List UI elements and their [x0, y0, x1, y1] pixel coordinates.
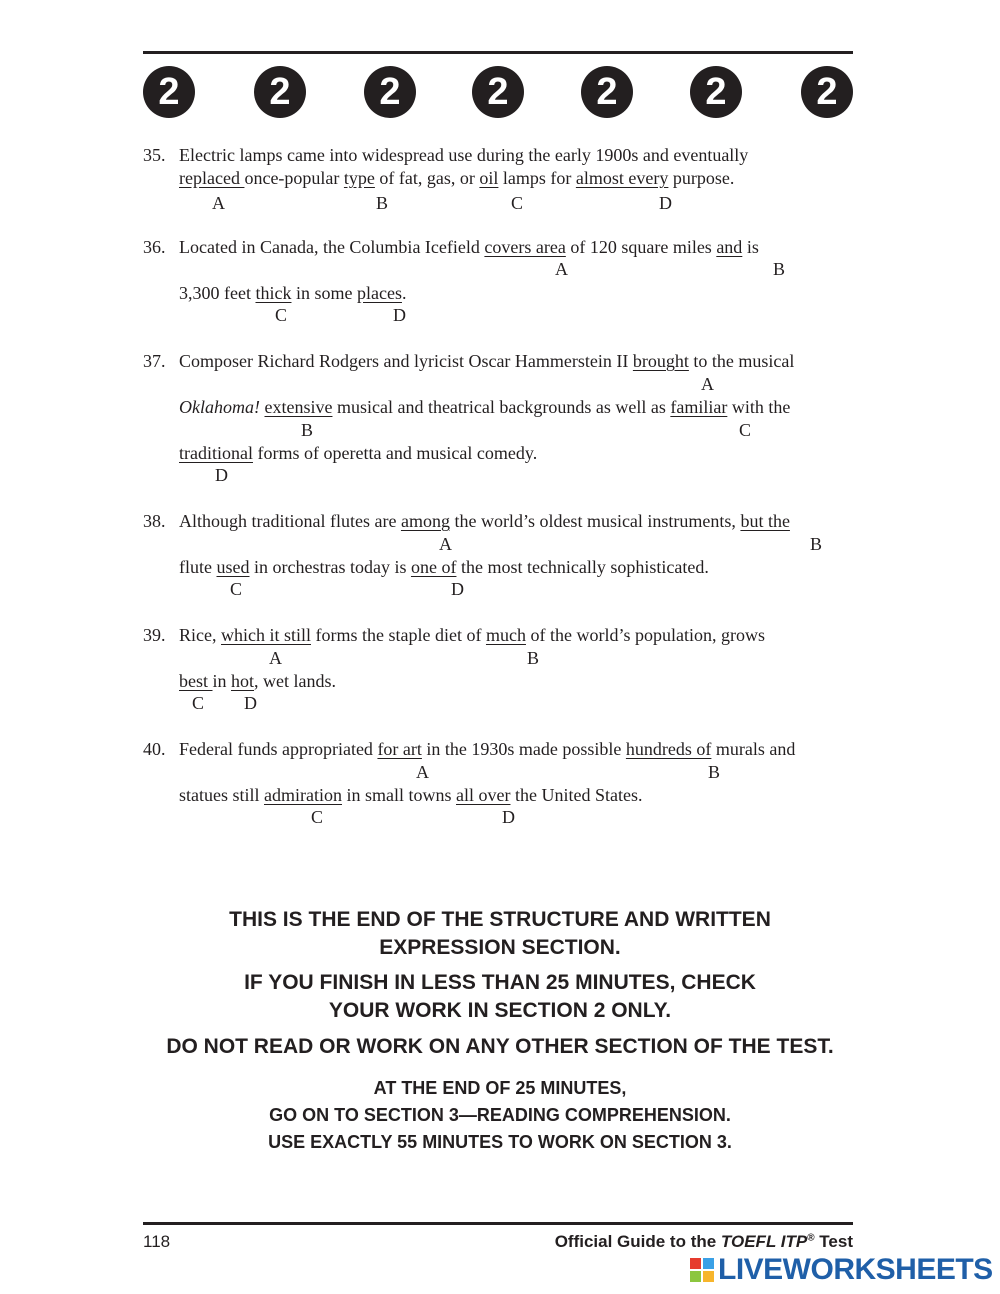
option-letter-b: B — [773, 259, 786, 279]
option-letter-b: B — [376, 193, 389, 213]
footer-title-italic: TOEFL ITP — [720, 1232, 808, 1251]
option-letter-d: D — [502, 807, 515, 827]
section-badge: 2 — [801, 66, 853, 118]
question-text: of fat, gas, or — [374, 168, 480, 188]
underlined-option: brought — [632, 351, 689, 371]
question-text: lamps for — [498, 168, 576, 188]
question-text: forms the staple diet of — [311, 625, 486, 645]
question-text-line — [179, 168, 734, 189]
question-text-line — [179, 557, 709, 578]
underlined-option: used — [216, 557, 250, 577]
liveworksheets-brand[interactable] — [690, 1254, 993, 1286]
question-text: musical and theatrical backgrounds as well as — [332, 397, 671, 417]
section-badge: 2 — [364, 66, 416, 118]
question-text: Located in Canada, the Columbia Icefield — [179, 237, 485, 257]
option-letter-b: B — [527, 648, 540, 668]
option-letter-c: C — [511, 193, 524, 213]
end-notice-line: THIS IS THE END OF THE STRUCTURE AND WRITTEN — [229, 908, 771, 931]
question-number: 40. — [143, 739, 166, 759]
end-notice-line: USE EXACTLY 55 MINUTES TO WORK ON SECTION 3. — [268, 1132, 732, 1152]
question-text-line — [179, 511, 790, 532]
end-notice-line: YOUR WORK IN SECTION 2 ONLY. — [328, 999, 672, 1022]
underlined-option: best — [179, 671, 213, 691]
question-text-line — [179, 785, 642, 806]
question-text: Although traditional flutes are — [179, 511, 401, 531]
option-letter-a: A — [701, 374, 714, 394]
question-number: 35. — [143, 145, 166, 165]
underlined-option: places — [356, 283, 402, 303]
question-text: in small towns — [341, 785, 456, 805]
question-text: statues still — [179, 785, 264, 805]
question-text: Composer Richard Rodgers and lyricist Oscar Hammerstein II — [179, 351, 633, 371]
end-notice-line: DO NOT READ OR WORK ON ANY OTHER SECTION OF THE TEST. — [166, 1035, 834, 1058]
underlined-option: replaced — [179, 168, 245, 188]
question-text-line — [179, 671, 336, 692]
section-badge: 2 — [254, 66, 306, 118]
question-number: 36. — [143, 237, 166, 257]
option-letter-b: B — [810, 534, 823, 554]
question-text: in some — [291, 283, 357, 303]
underlined-option: extensive — [264, 397, 333, 417]
footer-title — [555, 1232, 853, 1252]
page-number: 118 — [143, 1232, 171, 1251]
option-letter-b: B — [301, 420, 314, 440]
underlined-option: almost every — [575, 168, 669, 188]
question-text: . — [401, 283, 407, 303]
question-text: to the musical — [688, 351, 795, 371]
underlined-option: familiar — [670, 397, 728, 417]
underlined-option: type — [343, 168, 375, 188]
option-letter-b: B — [708, 762, 721, 782]
underlined-option: one of — [410, 557, 457, 577]
question-text: murals and — [711, 739, 796, 759]
option-letter-a: A — [555, 259, 568, 279]
option-letter-d: D — [659, 193, 672, 213]
question-text: in — [212, 671, 232, 691]
question-number: 39. — [143, 625, 166, 645]
question-text-line — [179, 283, 406, 304]
option-letter-d: D — [451, 579, 464, 599]
question-text: flute — [179, 557, 217, 577]
underlined-option: hundreds of — [625, 739, 712, 759]
logo-square — [690, 1258, 701, 1269]
option-letter-d: D — [215, 465, 228, 485]
underlined-option: but the — [740, 511, 790, 531]
underlined-option: thick — [255, 283, 292, 303]
brand-name: LIVEWORKSHEETS — [718, 1253, 993, 1286]
option-letter-c: C — [739, 420, 752, 440]
question-number: 37. — [143, 351, 166, 371]
underlined-option: much — [485, 625, 526, 645]
underlined-option: and — [716, 237, 743, 257]
section-badge: 2 — [581, 66, 633, 118]
option-letter-a: A — [439, 534, 452, 554]
end-notice-line: IF YOU FINISH IN LESS THAN 25 MINUTES, CHECK — [244, 971, 756, 994]
section-badge: 2 — [472, 66, 524, 118]
question-text: Electric lamps came into widespread use during the early 1900s and eventually — [179, 145, 749, 165]
underlined-option: which it still — [221, 625, 311, 645]
question-text: with the — [727, 397, 791, 417]
question-text-line — [179, 145, 748, 166]
italic-text: Oklahoma! — [179, 397, 260, 417]
underlined-option: among — [400, 511, 450, 531]
underlined-option: oil — [479, 168, 499, 188]
bottom-rule — [143, 1222, 853, 1225]
liveworksheets-logo-icon — [690, 1258, 714, 1282]
question-text: Rice, — [179, 625, 221, 645]
question-text: of 120 square miles — [565, 237, 717, 257]
underlined-option: covers area — [484, 237, 566, 257]
underlined-option: traditional — [179, 443, 253, 463]
section-badge: 2 — [690, 66, 742, 118]
option-letter-a: A — [212, 193, 225, 213]
question-text: 3,300 feet — [179, 283, 256, 303]
section-badge: 2 — [143, 66, 195, 118]
question-text: forms of operetta and musical comedy. — [252, 443, 538, 463]
underlined-option: hot — [231, 671, 255, 691]
question-text: , wet lands. — [254, 671, 337, 691]
logo-square — [703, 1271, 714, 1282]
footer-title-prefix: Official Guide to the — [554, 1232, 721, 1251]
question-text-line — [179, 237, 759, 258]
question-text: once-popular — [244, 168, 344, 188]
logo-square — [703, 1258, 714, 1269]
option-letter-c: C — [192, 693, 205, 713]
option-letter-d: D — [393, 305, 406, 325]
option-letter-a: A — [269, 648, 282, 668]
question-text: the most technically sophisticated. — [456, 557, 709, 577]
question-text: the United States. — [510, 785, 643, 805]
question-text: Federal funds appropriated — [179, 739, 378, 759]
logo-square — [690, 1271, 701, 1282]
question-text: purpose. — [668, 168, 735, 188]
end-notice-line: AT THE END OF 25 MINUTES, — [373, 1078, 627, 1098]
underlined-option: for art — [377, 739, 422, 759]
end-notice-line: GO ON TO SECTION 3—READING COMPREHENSION. — [269, 1105, 731, 1125]
question-text: is — [742, 237, 759, 257]
question-text-line — [179, 443, 537, 464]
underlined-option: admiration — [264, 785, 342, 805]
option-letter-c: C — [311, 807, 324, 827]
question-text-line — [179, 397, 790, 418]
question-text: in orchestras today is — [249, 557, 411, 577]
question-text-line — [179, 625, 765, 646]
question-text: the world’s oldest musical instruments, — [449, 511, 741, 531]
question-text: in the 1930s made possible — [421, 739, 626, 759]
top-rule — [143, 51, 853, 54]
question-text-line — [179, 739, 795, 760]
footer-title-suffix: Test — [814, 1232, 853, 1251]
underlined-option: all over — [456, 785, 511, 805]
option-letter-c: C — [275, 305, 288, 325]
option-letter-a: A — [416, 762, 429, 782]
question-text: of the world’s population, grows — [525, 625, 765, 645]
registered-mark: ® — [807, 1232, 815, 1244]
question-text-line — [179, 351, 794, 372]
end-notice-line: EXPRESSION SECTION. — [379, 936, 621, 959]
option-letter-c: C — [230, 579, 243, 599]
option-letter-d: D — [244, 693, 257, 713]
question-number: 38. — [143, 511, 166, 531]
